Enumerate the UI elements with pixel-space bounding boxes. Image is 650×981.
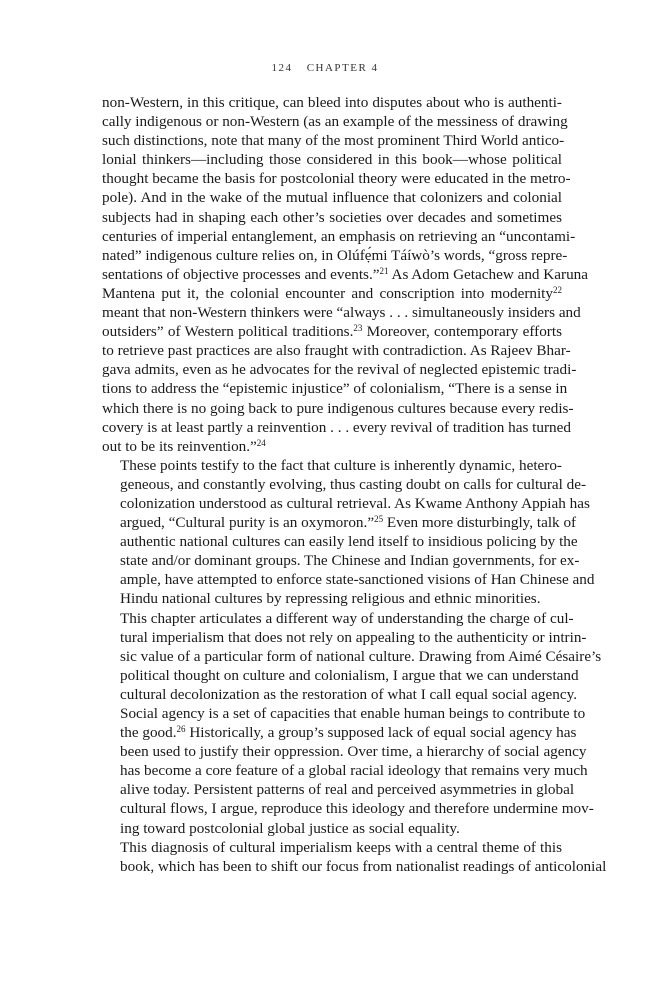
text-line: thought became the basis for postcolonial theory were educated in the metro- xyxy=(102,170,571,188)
footnote-ref: 25 xyxy=(374,514,384,525)
text-line: colonization understood as cultural retrieval. As Kwame Anthony Appiah has xyxy=(120,494,590,512)
text-line: book, which has been to shift our focus from nationalist readings of anticolonial xyxy=(120,857,607,875)
text-line: pole). And in the wake of the mutual influence that colonizers and colonial xyxy=(102,189,562,207)
text-line: political thought on culture and colonialism, I argue that we can understand xyxy=(120,666,579,684)
text-line: to retrieve past practices are also fraught with contradiction. As Rajeev Bhar- xyxy=(102,342,571,360)
text-line: tural imperialism that does not rely on appealing to the authenticity or intrin- xyxy=(120,628,587,646)
text-line: centuries of imperial entanglement, an emphasis on retrieving an “uncontami- xyxy=(102,227,576,245)
text-line: out to be its reinvention.”$^{24}$ xyxy=(102,437,266,455)
text-line: gava admits, even as he advocates for the revival of neglected epistemic tradi- xyxy=(102,361,577,379)
footnote-ref: 24 xyxy=(256,437,266,448)
footnote-ref: 23 xyxy=(353,323,363,334)
paragraph xyxy=(102,609,602,838)
text-line: outsiders” of Western political traditions.$^{23}$ Moreover, contemporary efforts xyxy=(102,323,562,341)
text-line: covery is at least partly a reinvention . . . every revival of tradition has turned xyxy=(102,418,571,436)
text-line: meant that non-Western thinkers were “always . . . simultaneously insiders and xyxy=(102,304,581,322)
footnote-ref: 26 xyxy=(176,724,186,735)
paragraph xyxy=(102,456,595,609)
text-line: Mantena put it, the colonial encounter and conscription into modernity$^{22}$ xyxy=(102,284,562,302)
text-line: has become a core feature of a global racial ideology that remains very much xyxy=(120,762,588,780)
text-line: Hindu national cultures by repressing religious and ethnic minorities. xyxy=(120,590,541,608)
text-line: state and/or dominant groups. The Chinese and Indian governments, for ex- xyxy=(120,552,580,570)
text-line: alive today. Persistent patterns of real and perceived asymmetries in global xyxy=(120,781,575,799)
footnote-ref: 22 xyxy=(553,284,562,295)
text-line: tions to address the “epistemic injustice” of colonialism, “There is a sense in xyxy=(102,380,568,398)
text-line: cultural decolonization as the restoration of what I call equal social agency. xyxy=(120,685,577,703)
running-head xyxy=(0,62,650,74)
footnote-ref: 21 xyxy=(379,265,389,276)
text-line: ample, have attempted to enforce state-sanctioned visions of Han Chinese and xyxy=(120,571,595,589)
text-line: non-Western, in this critique, can bleed into disputes about who is authenti- xyxy=(102,94,562,111)
text-line: such distinctions, note that many of the most prominent Third World antico- xyxy=(102,132,565,150)
text-line: subjects had in shaping each other’s societies over decades and sometimes xyxy=(102,208,562,226)
body-text xyxy=(102,93,607,876)
text-line: lonial thinkers—including those considered in this book—whose political xyxy=(102,151,562,169)
text-line: These points testify to the fact that culture is inherently dynamic, hetero- xyxy=(120,456,562,474)
text-line: ing toward postcolonial global justice as social equality. xyxy=(120,819,460,837)
text-line: which there is no going back to pure indigenous cultures because every redis- xyxy=(102,399,574,417)
text-line: This diagnosis of cultural imperialism keeps with a central theme of this xyxy=(120,838,562,856)
text-line: been used to justify their oppression. Over time, a hierarchy of social agency xyxy=(120,743,587,761)
text-line: This chapter articulates a different way of understanding the charge of cul- xyxy=(120,609,574,627)
text-line: Social agency is a set of capacities that enable human beings to contribute to xyxy=(120,705,586,722)
paragraph xyxy=(102,93,589,456)
text-line: authentic national cultures can easily lend itself to insidious policing by the xyxy=(120,533,578,551)
text-line: cally indigenous or non-Western (as an example of the messiness of drawing xyxy=(102,113,568,131)
text-line: geneous, and constantly evolving, thus casting doubt on calls for cultural de- xyxy=(120,475,587,493)
text-line: the good.$^{26}$ Historically, a group’s supposed lack of equal social agency has xyxy=(120,724,577,742)
chapter-label: CHAPTER 4 xyxy=(306,62,379,74)
text-line: sentations of objective processes and events.”$^{21}$ As Adom Getachew and Karuna xyxy=(102,265,589,283)
page-number: 124 xyxy=(271,62,293,74)
text-line: cultural flows, I argue, reproduce this ideology and therefore undermine mov- xyxy=(120,800,594,818)
text-line: argued, “Cultural purity is an oxymoron.”$^{25}$ Even more disturbingly, talk of xyxy=(120,514,577,532)
paragraph xyxy=(102,838,607,876)
text-line: nated” indigenous culture relies on, in Olúfẹ́mi Táíwò’s words, “gross repre- xyxy=(102,246,568,264)
text-line: sic value of a particular form of national culture. Drawing from Aimé Césaire’s xyxy=(120,647,602,665)
